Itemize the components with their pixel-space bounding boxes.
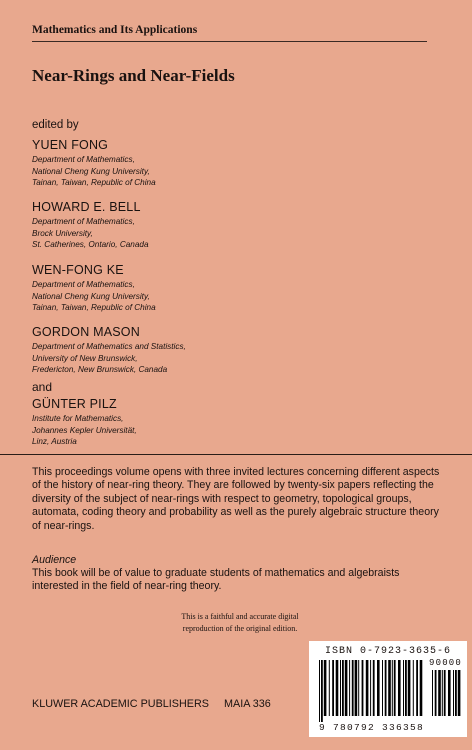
affiliation-line: St. Catherines, Ontario, Canada	[32, 240, 149, 249]
affiliation-line: Department of Mathematics,	[32, 280, 135, 289]
series-title: Mathematics and Its Applications	[32, 24, 198, 36]
editor-name: GÜNTER PILZ	[32, 397, 117, 411]
affiliation-line: Tainan, Taiwan, Republic of China	[32, 178, 156, 187]
ean-barcode-bars	[318, 660, 426, 722]
reproduction-note	[140, 611, 340, 635]
affiliation-line: Department of Mathematics,	[32, 155, 135, 164]
reproduction-note-line: reproduction of the original edition.	[182, 624, 298, 633]
affiliation-line: Department of Mathematics and Statistics,	[32, 342, 186, 351]
publisher-name: KLUWER ACADEMIC PUBLISHERS	[32, 698, 209, 710]
editor-affiliation	[32, 154, 156, 189]
ean-digits: 9 780792 336358	[319, 722, 425, 733]
book-title: Near-Rings and Near-Fields	[32, 66, 235, 85]
affiliation-line: Fredericton, New Brunswick, Canada	[32, 365, 168, 374]
affiliation-line: National Cheng Kung University,	[32, 166, 150, 176]
and-label: and	[32, 380, 53, 394]
editor-entry	[32, 200, 149, 251]
editor-affiliation	[32, 413, 137, 448]
editor-name: WEN-FONG KE	[32, 263, 124, 277]
editor-affiliation	[32, 341, 186, 376]
editor-name: HOWARD E. BELL	[32, 200, 141, 214]
top-rule	[32, 41, 427, 42]
editor-entry	[32, 325, 186, 376]
audience-heading: Audience	[32, 554, 77, 566]
addon-barcode-bars	[431, 670, 461, 722]
barcode-label	[309, 641, 467, 737]
affiliation-line: Institute for Mathematics,	[32, 414, 124, 423]
affiliation-line: Department of Mathematics,	[32, 217, 135, 226]
editor-affiliation	[32, 216, 149, 251]
middle-rule	[0, 454, 472, 455]
isbn-number: ISBN 0-7923-3635-6	[325, 646, 452, 657]
editor-affiliation	[32, 279, 156, 314]
affiliation-line: National Cheng Kung University,	[32, 291, 150, 301]
description-paragraph: This proceedings volume opens with three invited lectures concerning different aspects of the history of near-ring theory. They are followed by twenty-six papers reflecting the diversity of the subject of near-rings with respect to geometry, topological groups, automata, coding theory and probability as well as the purely algebraic structure theory of near-rings.	[32, 466, 440, 532]
editor-entry	[32, 138, 156, 189]
audience-paragraph: This book will be of value to graduate students of mathematics and algebraists interested in the field of near-ring theory.	[32, 567, 400, 593]
editor-entry	[32, 397, 137, 448]
addon-digits: 90000	[429, 658, 463, 668]
reproduction-note-line: This is a faithful and accurate digital	[181, 612, 299, 621]
affiliation-line: Tainan, Taiwan, Republic of China	[32, 303, 156, 312]
edited-by-label: edited by	[32, 119, 79, 131]
affiliation-line: Linz, Austria	[32, 437, 77, 446]
affiliation-line: Brock University,	[32, 228, 93, 238]
editor-name: GORDON MASON	[32, 325, 140, 339]
affiliation-line: Johannes Kepler Universität,	[32, 425, 137, 435]
editor-name: YUEN FONG	[32, 138, 109, 152]
series-number: MAIA 336	[224, 698, 271, 710]
affiliation-line: University of New Brunswick,	[32, 353, 138, 363]
editor-entry	[32, 263, 156, 314]
